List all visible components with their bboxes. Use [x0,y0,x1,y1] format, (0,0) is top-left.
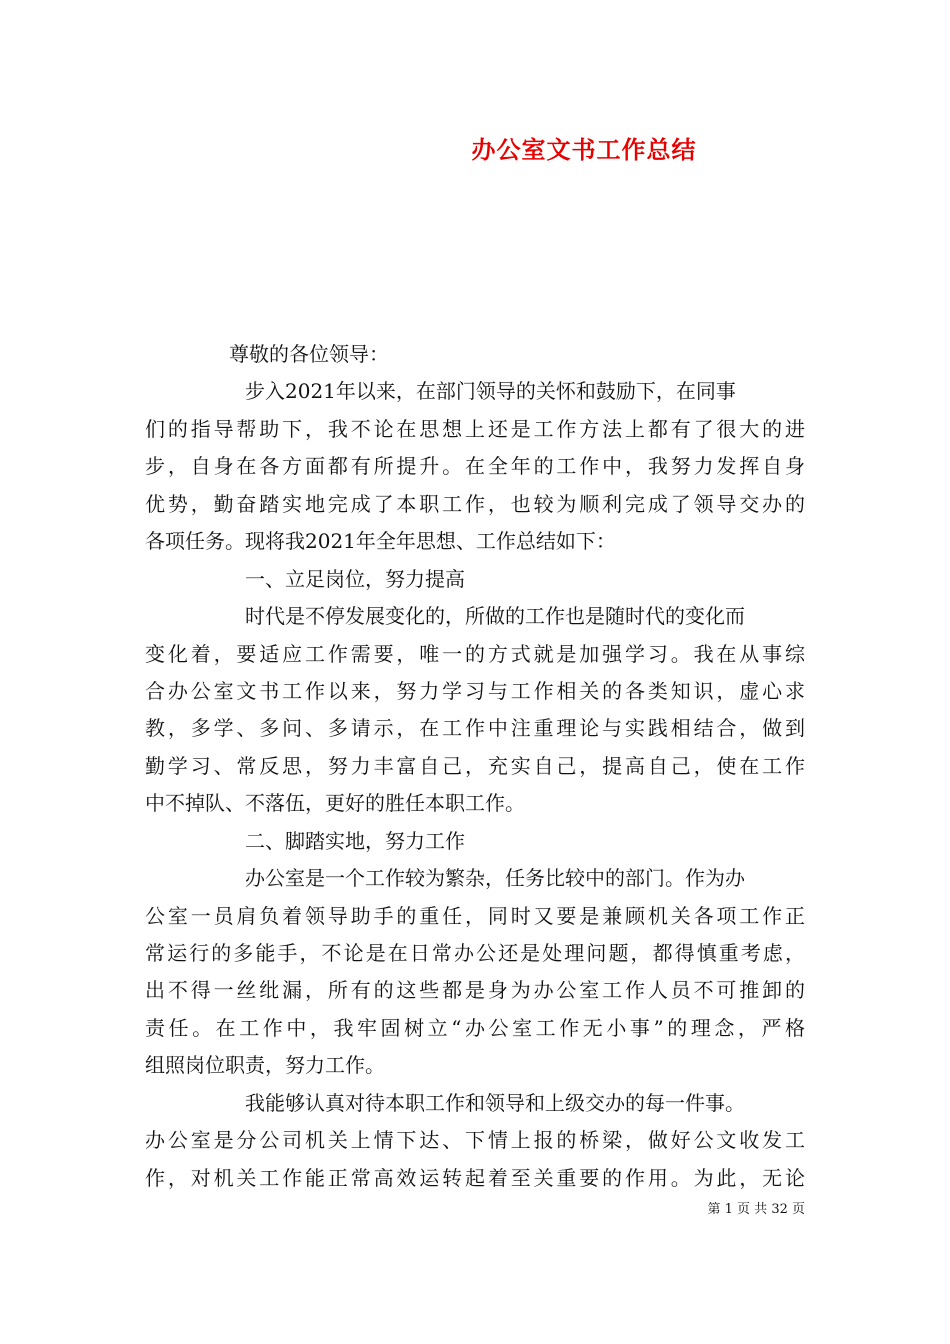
paragraph-line: 合办公室文书工作以来，努力学习与工作相关的各类知识，虚心求 [145,678,805,703]
paragraph-line: 优势，勤奋踏实地完成了本职工作，也较为顺利完成了领导交办的 [145,491,805,516]
paragraph-line: 责任。在工作中，我牢固树立“办公室工作无小事”的理念，严格 [145,1015,805,1040]
paragraph-line: 我能够认真对待本职工作和领导和上级交办的每一件事。 [245,1090,745,1115]
paragraph-line: 组照岗位职责，努力工作。 [145,1053,385,1078]
document-title: 办公室文书工作总结 [471,135,697,164]
paragraph-line: 步入2021年以来，在部门领导的关怀和鼓励下，在同事 [245,379,736,404]
paragraph-line: 们的指导帮助下，我不论在思想上还是工作方法上都有了很大的进 [145,416,805,441]
paragraph-line: 各项任务。现将我2021年全年思想、工作总结如下： [145,529,616,554]
paragraph-line: 变化着，要适应工作需要，唯一的方式就是加强学习。我在从事综 [145,641,805,666]
paragraph-line: 步，自身在各方面都有所提升。在全年的工作中，我努力发挥自身 [145,454,805,479]
paragraph-line: 作，对机关工作能正常高效运转起着至关重要的作用。为此，无论 [145,1165,805,1190]
paragraph-line: 公室一员肩负着领导助手的重任，同时又要是兼顾机关各项工作正 [145,903,805,928]
paragraph-line: 时代是不停发展变化的，所做的工作也是随时代的变化而 [245,604,745,629]
page-number: 第 1 页 共 32 页 [707,1202,805,1217]
paragraph-line: 教，多学、多问、多请示，在工作中注重理论与实践相结合，做到 [145,716,805,741]
section-heading: 二、脚踏实地，努力工作 [245,828,465,853]
section-heading: 一、立足岗位，努力提高 [245,566,465,591]
paragraph-line: 中不掉队、不落伍，更好的胜任本职工作。 [145,791,525,816]
paragraph-line: 常运行的多能手，不论是在日常办公还是处理问题，都得慎重考虑， [145,941,805,965]
document-body [145,336,805,1197]
paragraph-line: 办公室是分公司机关上情下达、下情上报的桥梁，做好公文收发工 [145,1128,805,1153]
paragraph-line: 勤学习、常反思，努力丰富自己，充实自己，提高自己，使在工作 [145,753,805,778]
paragraph-line: 出不得一丝纰漏，所有的这些都是身为办公室工作人员不可推卸的 [145,978,805,1003]
salutation: 尊敬的各位领导： [229,342,389,366]
paragraph-line: 办公室是一个工作较为繁杂，任务比较中的部门。作为办 [245,866,745,891]
